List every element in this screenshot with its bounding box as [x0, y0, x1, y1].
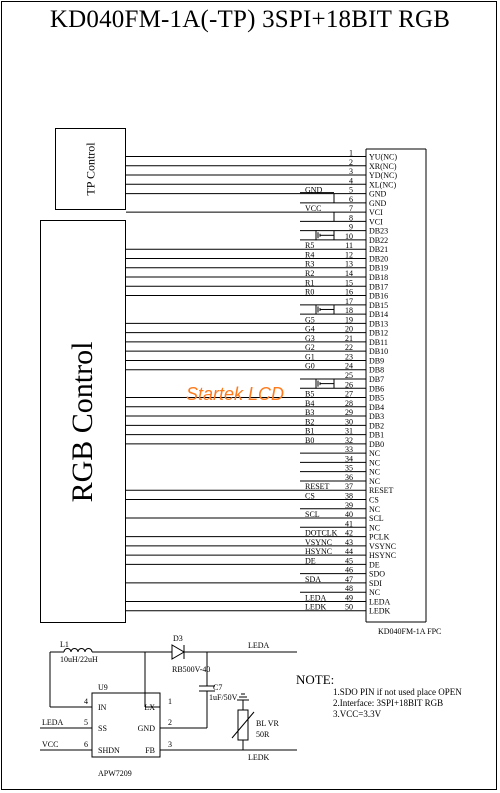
pin-number: 5	[349, 185, 353, 195]
net-label: B0	[305, 435, 315, 445]
pin-name: DB10	[369, 347, 389, 357]
pin-number: 26	[345, 380, 353, 390]
pin-name: NC	[369, 588, 381, 598]
pin-number: 11	[345, 241, 353, 251]
pin-name: DB5	[369, 393, 385, 403]
inductor-coil	[64, 649, 71, 653]
pin-number: 45	[345, 556, 353, 566]
pin-number: 49	[345, 593, 353, 603]
pin-number: 40	[345, 510, 353, 520]
rgb-control-label: RGB Control	[66, 341, 99, 502]
pin-name: NC	[369, 449, 381, 459]
pin-name: YU(NC)	[369, 152, 397, 162]
pin-number: 20	[345, 324, 353, 334]
pin-name: DB15	[369, 300, 389, 310]
pin-name: LEDA	[369, 597, 391, 607]
cap-value: 1uF/50V	[209, 693, 238, 702]
pin-name: DB11	[369, 337, 388, 347]
pin-number: 12	[345, 250, 353, 260]
net-label: B2	[305, 417, 315, 427]
ic-part: APW7209	[98, 769, 132, 778]
net-label: VSYNC	[305, 537, 333, 547]
ic-pin-num: 5	[84, 718, 88, 727]
watermark-text: Startek LCD	[186, 384, 285, 404]
note-item-1: 1.SDO PIN if not used place OPEN	[333, 687, 462, 697]
net-label: B5	[305, 389, 315, 399]
ground-icon	[316, 304, 320, 314]
pin-number: 19	[345, 315, 353, 325]
inductor-coil	[71, 649, 78, 653]
net-label: G4	[305, 324, 315, 334]
pin-name: DB12	[369, 328, 389, 338]
net-label: G3	[305, 333, 315, 343]
pin-number: 32	[345, 435, 353, 445]
pin-number: 38	[345, 491, 353, 501]
pin-number: 10	[345, 231, 353, 241]
inductor-coil	[85, 649, 92, 653]
pin-name: DB21	[369, 245, 389, 255]
net-label: R2	[305, 269, 315, 279]
net-label: SCL	[305, 510, 320, 520]
pin-number: 3	[349, 167, 353, 177]
pin-name: DB13	[369, 319, 389, 329]
pin-number: 36	[345, 472, 353, 482]
net-label: LEDK	[305, 602, 327, 612]
note-item-2: 2.Interface: 3SPI+18BIT RGB	[333, 698, 444, 708]
pin-name: VSYNC	[369, 541, 397, 551]
pin-name: PCLK	[369, 532, 390, 542]
pin-number: 14	[345, 269, 353, 279]
net-label: G0	[305, 361, 315, 371]
ic-pin-name: IN	[98, 703, 107, 712]
net-label: DE	[305, 556, 316, 566]
pin-name: NC	[369, 504, 381, 514]
ground-icon	[316, 379, 320, 389]
ic-pin-name: GND	[137, 724, 155, 733]
inductor-coil	[78, 649, 85, 653]
pin-number: 15	[345, 278, 353, 288]
note-item-3: 3.VCC=3.3V	[333, 709, 382, 719]
pin-name: DB9	[369, 356, 385, 366]
pin-name: RESET	[369, 486, 394, 496]
pin-number: 42	[345, 528, 353, 538]
net-label: GND	[305, 185, 323, 195]
pin-number: 44	[345, 547, 353, 557]
pin-name: DB22	[369, 235, 389, 245]
pin-name: DB8	[369, 365, 385, 375]
pin-name: DB3	[369, 412, 385, 422]
pin-number: 6	[349, 194, 353, 204]
pin-name: SDI	[369, 578, 382, 588]
pin-number: 48	[345, 584, 353, 594]
pin-number: 31	[345, 426, 353, 436]
pin-number: 30	[345, 417, 353, 427]
pin-name: SDO	[369, 569, 386, 579]
pin-name: XL(NC)	[369, 180, 397, 190]
net-ledk: LEDK	[248, 753, 270, 762]
pin-number: 23	[345, 352, 353, 362]
pin-name: YD(NC)	[369, 171, 397, 181]
pin-number: 22	[345, 343, 353, 353]
diode-value: RB500V-40	[172, 665, 211, 674]
pin-number: 2	[349, 157, 353, 167]
net-leda-out: LEDA	[248, 641, 270, 650]
pin-name: NC	[369, 458, 381, 468]
pin-name: DB2	[369, 421, 385, 431]
pin-number: 37	[345, 482, 353, 492]
cap-ref: C7	[213, 683, 223, 692]
net-label: CS	[305, 491, 315, 501]
tp-control-label: TP Control	[83, 142, 97, 196]
ic-pin-num: 4	[84, 697, 88, 706]
net-label: SDA	[305, 574, 322, 584]
pin-number: 17	[345, 296, 353, 306]
pin-number: 4	[349, 176, 353, 186]
pin-number: 39	[345, 500, 353, 510]
net-label: LEDA	[305, 593, 327, 603]
pin-name: DB6	[369, 384, 385, 394]
net-leda-in: LEDA	[42, 718, 64, 727]
net-label: R1	[305, 278, 315, 288]
pin-name: HSYNC	[369, 551, 397, 561]
pin-number: 21	[345, 333, 353, 343]
pin-number: 27	[345, 389, 353, 399]
resistor-value: 50R	[256, 730, 270, 739]
pin-number: 25	[345, 370, 353, 380]
pin-name: CS	[369, 495, 379, 505]
pin-name: NC	[369, 476, 381, 486]
ic-pin-name: LX	[144, 703, 155, 712]
net-label: R4	[305, 250, 315, 260]
pin-name: DB23	[369, 226, 389, 236]
net-label: G1	[305, 352, 315, 362]
pin-name: DB18	[369, 273, 389, 283]
pin-number: 13	[345, 259, 353, 269]
net-label: B4	[305, 398, 315, 408]
pin-number: 33	[345, 445, 353, 455]
ic-ref: U9	[98, 683, 108, 692]
pin-name: NC	[369, 523, 381, 533]
net-vcc: VCC	[42, 740, 59, 749]
pin-name: XR(NC)	[369, 161, 397, 171]
pin-number: 7	[349, 204, 353, 214]
pin-name: DB16	[369, 291, 389, 301]
pin-name: DB7	[369, 374, 385, 384]
diagram-title: KD040FM-1A(-TP) 3SPI+18BIT RGB	[49, 6, 451, 33]
pin-number: 46	[345, 565, 353, 575]
pin-number: 16	[345, 287, 353, 297]
net-label: G5	[305, 315, 315, 325]
pin-number: 24	[345, 361, 353, 371]
diode-triangle	[172, 645, 184, 659]
pin-number: 1	[349, 148, 353, 158]
diode-ref: D3	[173, 634, 183, 643]
pin-name: DE	[369, 560, 380, 570]
net-label: HSYNC	[305, 547, 333, 557]
ic-pin-name: FB	[145, 746, 155, 755]
inductor-value: 10uH/22uH	[60, 655, 98, 664]
net-label: R0	[305, 287, 315, 297]
pin-number: 35	[345, 463, 353, 473]
pin-number: 47	[345, 574, 353, 584]
pin-name: LEDK	[369, 606, 391, 616]
ic-pin-name: SHDN	[98, 746, 120, 755]
pin-name: VCI	[369, 208, 383, 218]
net-label: RESET	[305, 482, 330, 492]
net-label: B3	[305, 408, 315, 418]
resistor-ref: BL VR	[256, 719, 279, 728]
pin-name: DB0	[369, 439, 385, 449]
pin-name: DB20	[369, 254, 389, 264]
notes-heading: NOTE:	[296, 672, 335, 687]
pin-name: DB14	[369, 310, 389, 320]
ic-pin-name: SS	[98, 724, 107, 733]
net-label: G2	[305, 343, 315, 353]
net-label: DOTCLK	[305, 528, 338, 538]
ic-pin-num: 6	[84, 740, 88, 749]
pin-number: 8	[349, 213, 353, 223]
inductor-ref: L1	[60, 640, 69, 649]
pin-number: 18	[345, 306, 353, 316]
pin-number: 41	[345, 519, 353, 529]
pin-name: GND	[369, 198, 387, 208]
net-label: B1	[305, 426, 315, 436]
resistor-arrow	[232, 712, 254, 738]
pin-number: 28	[345, 398, 353, 408]
pin-name: VCI	[369, 217, 383, 227]
pin-number: 29	[345, 408, 353, 418]
pin-name: GND	[369, 189, 387, 199]
pin-name: DB19	[369, 263, 389, 273]
pin-name: SCL	[369, 514, 384, 524]
fpc-label: KD040FM-1A FPC	[378, 627, 442, 636]
pin-number: 34	[345, 454, 353, 464]
net-label: R5	[305, 241, 315, 251]
pin-number: 43	[345, 537, 353, 547]
ic-pin-num: 3	[168, 740, 172, 749]
ic-pin-num: 1	[168, 697, 172, 706]
pin-name: DB17	[369, 282, 389, 292]
net-label: R3	[305, 259, 315, 269]
pin-name: DB4	[369, 402, 385, 412]
ground-icon	[316, 230, 320, 240]
pin-number: 9	[349, 222, 353, 232]
pin-name: DB1	[369, 430, 385, 440]
pin-number: 50	[345, 602, 353, 612]
ic-pin-num: 2	[168, 718, 172, 727]
net-label: VCC	[305, 204, 322, 214]
pin-name: NC	[369, 467, 381, 477]
